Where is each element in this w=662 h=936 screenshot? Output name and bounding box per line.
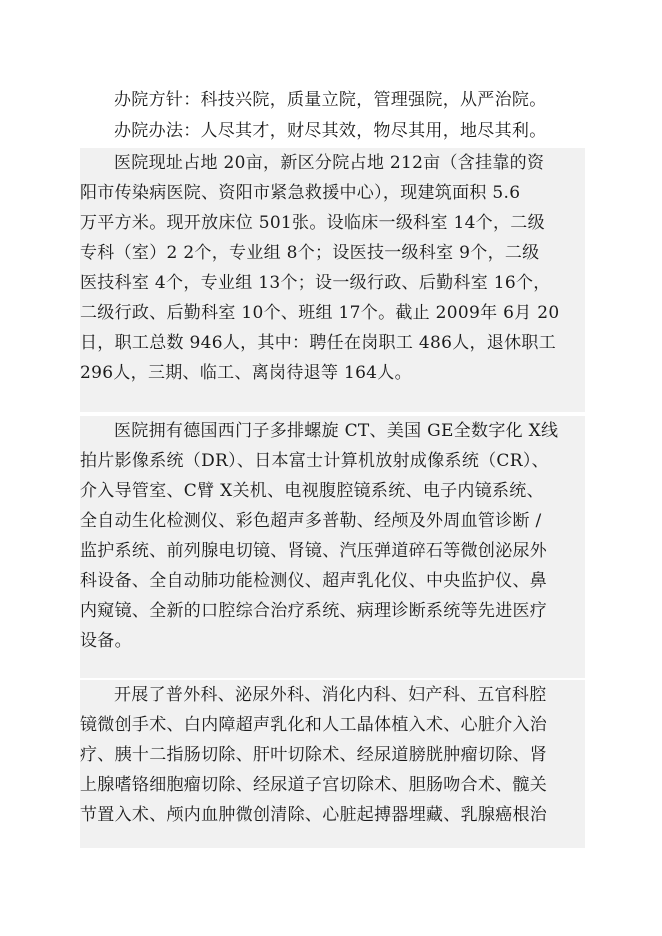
text-line: 疗、胰十二指肠切除、肝叶切除术、经尿道膀胱肿瘤切除、肾: [80, 745, 548, 765]
text-line: 科设备、全自动肺功能检测仪、超声乳化仪、中央监护仪、鼻: [80, 571, 548, 591]
text-line: 全自动生化检测仪、彩色超声多普勒、经颅及外周血管诊断 /: [80, 511, 542, 531]
text-line: 办院方针：科技兴院，质量立院，管理强院，从严治院。: [114, 90, 547, 110]
text-line: 专科（室）2 2个，专业组 8个；设医技一级科室 9个，二级: [80, 243, 540, 263]
text-line: 监护系统、前列腺电切镜、肾镜、汽压弹道碎石等微创泌尿外: [80, 541, 548, 561]
paragraph-site-and-staff: [80, 148, 585, 412]
text-line: 医院现址占地 20亩，新区分院占地 212亩（含挂靠的资: [114, 153, 545, 173]
text-line: 日，职工总数 946人，其中：聘任在岗职工 486人，退休职工: [80, 333, 557, 353]
text-line: 设备。: [80, 631, 132, 651]
text-line: 阳市传染病医院、资阳市紧急救援中心），现建筑面积 5.6: [80, 183, 521, 203]
text-line: 开展了普外科、泌尿外科、消化内科、妇产科、五官科腔: [114, 685, 547, 705]
text-line: 上腺嗜铬细胞瘤切除、经尿道子宫切除术、胆肠吻合术、髋关: [80, 775, 548, 795]
text-line: 二级行政、后勤科室 10个、班组 17个。截止 2009年 6月 20: [80, 303, 560, 323]
text-line: 节置入术、颅内血肿微创清除、心脏起搏器埋藏、乳腺癌根治: [80, 805, 548, 825]
text-line: 内窥镜、全新的口腔综合治疗系统、病理诊断系统等先进医疗: [80, 601, 548, 621]
paragraph-policy: [80, 85, 585, 115]
paragraph-procedures: [80, 680, 585, 848]
text-line: 296人，三期、临工、离岗待退等 164人。: [80, 363, 412, 383]
text-line: 医技科室 4个，专业组 13个；设一级行政、后勤科室 16个，: [80, 273, 551, 293]
text-line: 办院办法：人尽其才，财尽其效，物尽其用，地尽其利。: [114, 121, 547, 141]
text-line: 医院拥有德国西门子多排螺旋 CT、美国 GE全数字化 X线: [114, 421, 559, 441]
text-line: 镜微创手术、白内障超声乳化和人工晶体植入术、心脏介入治: [80, 715, 548, 735]
text-line: 拍片影像系统（DR）、日本富士计算机放射成像系统（CR）、: [80, 451, 549, 471]
paragraph-method: [80, 116, 585, 146]
text-line: 万平方米。现开放床位 501张。设临床一级科室 14个，二级: [80, 213, 545, 233]
text-line: 介入导管室、C臂 X关机、电视腹腔镜系统、电子内镜系统、: [80, 481, 544, 501]
paragraph-equipment: [80, 416, 585, 678]
